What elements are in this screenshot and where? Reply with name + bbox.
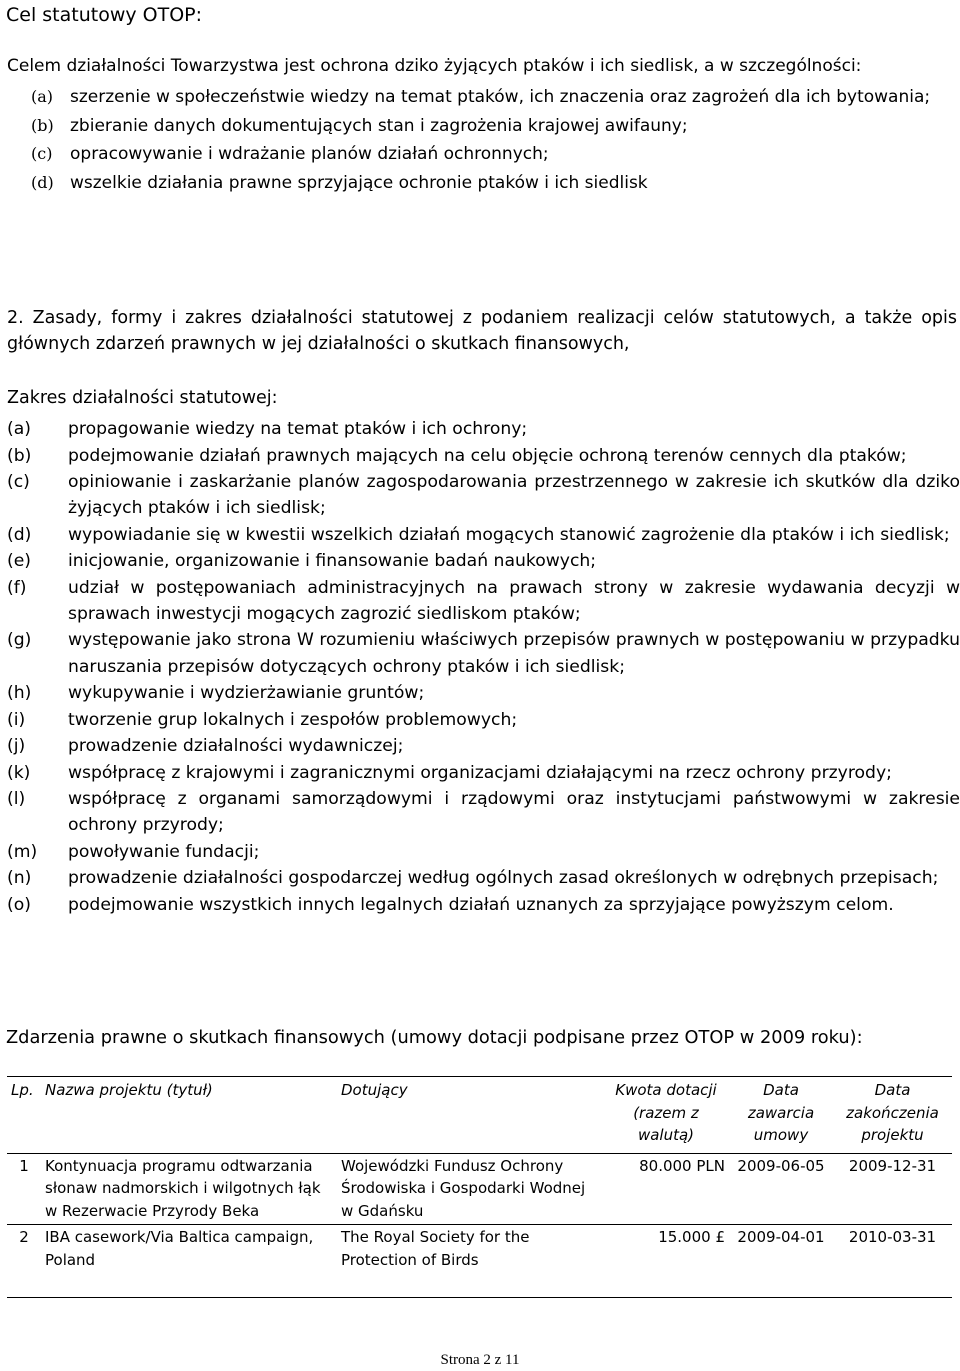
list-item-text: opracowywanie i wdrażanie planów działań ochronnych; bbox=[70, 144, 549, 164]
scope-heading: Zakres działalności statutowej: bbox=[7, 388, 278, 408]
list-item-text: współpracę z organami samorządowymi i rządowymi oraz instytucjami państwowymi w zakresie ochrony przyrody; bbox=[68, 789, 960, 836]
list-marker: (e) bbox=[7, 551, 31, 572]
list-item bbox=[7, 760, 960, 786]
page-footer: Strona 2 z 11 bbox=[440, 1352, 520, 1368]
list-item-text: podejmowanie działań prawnych mających na celu objęcie ochroną terenów cennych dla ptaków; bbox=[68, 445, 907, 466]
list-item-text: występowanie jako strona W rozumieniu właściwych przepisów prawnych w postępowaniu w przypadku naruszania przepisów dotyczących ochrony ptaków i ich siedlisk; bbox=[68, 630, 960, 677]
cell-project-name: Kontynuacja programu odtwarzania słonaw nadmorskich i wilgotnych łąk w Rezerwacie Przyrody Beka bbox=[45, 1156, 321, 1220]
list-item bbox=[7, 627, 960, 679]
list-marker: (m) bbox=[7, 841, 38, 862]
list-item bbox=[7, 416, 960, 442]
list-item bbox=[31, 113, 960, 140]
grants-table bbox=[7, 1076, 952, 1298]
list-item bbox=[7, 839, 960, 865]
list-item bbox=[31, 141, 960, 168]
table-header-row bbox=[7, 1077, 952, 1154]
list-item-text: szerzenie w społeczeństwie wiedzy na temat ptaków, ich znaczenia oraz zagrożeń dla ich bytowania; bbox=[70, 87, 931, 107]
list-marker: (d) bbox=[7, 524, 32, 545]
list-marker: (h) bbox=[7, 683, 32, 704]
list-item-text: opiniowanie i zaskarżanie planów zagospodarowania przestrzennego w zakresie ich skutków dla dziko żyjących ptaków i ich siedlisk; bbox=[68, 472, 960, 519]
list-item bbox=[7, 865, 960, 891]
list-marker: (j) bbox=[7, 736, 26, 757]
list-item-text: propagowanie wiedzy na temat ptaków i ich ochrony; bbox=[68, 419, 528, 439]
list-item-text: wypowiadanie się w kwestii wszelkich działań mogących stanowić zagrożenie dla ptaków i ich siedlisk; bbox=[68, 524, 950, 545]
list-item bbox=[7, 892, 960, 918]
list-item bbox=[7, 707, 960, 733]
list-item bbox=[7, 548, 960, 574]
list-item-text: podejmowanie wszystkich innych legalnych działań uznanych za sprzyjające powyższym celom. bbox=[68, 894, 894, 915]
list-item bbox=[7, 522, 960, 548]
cell-lp: 2 bbox=[19, 1228, 29, 1246]
cell-end-date: 2009-12-31 bbox=[848, 1156, 937, 1175]
list-item-text: współpracę z krajowymi i zagranicznymi organizacjami działającymi na rzecz ochrony przyrody; bbox=[68, 762, 892, 783]
goals-list bbox=[31, 84, 960, 198]
list-marker: (b) bbox=[7, 445, 32, 466]
list-item-text: zbieranie danych dokumentujących stan i zagrożenia krajowej awifauny; bbox=[70, 115, 688, 136]
cell-funder: Wojewódzki Fundusz Ochrony Środowiska i Gospodarki Wodnej w Gdańsku bbox=[341, 1156, 586, 1220]
header-amount: Kwota dotacji (razem z walutą) bbox=[615, 1081, 717, 1144]
list-marker: (n) bbox=[7, 868, 32, 889]
list-item bbox=[7, 680, 960, 706]
table-row bbox=[7, 1225, 952, 1298]
header-signed-date: Data zawarcia umowy bbox=[747, 1081, 815, 1144]
list-marker: (a) bbox=[7, 419, 31, 439]
header-funder: Dotujący bbox=[341, 1081, 408, 1099]
list-marker: (c) bbox=[7, 472, 30, 492]
list-item bbox=[7, 733, 960, 759]
list-item-text: prowadzenie działalności wydawniczej; bbox=[68, 736, 404, 757]
events-heading: Zdarzenia prawne o skutkach finansowych (umowy dotacji podpisane przez OTOP w 2009 roku): bbox=[6, 1027, 863, 1048]
header-end-date: Data zakończenia projektu bbox=[846, 1081, 939, 1144]
list-item-text: udział w postępowaniach administracyjnych na prawach strony w zakresie wydawania decyzji w sprawach inwestycji mogących zagrozić siedliskom ptaków; bbox=[68, 577, 960, 624]
list-item bbox=[31, 84, 960, 111]
header-project-name: Nazwa projektu (tytuł) bbox=[45, 1081, 213, 1099]
cell-amount: 80.000 PLN bbox=[639, 1156, 725, 1175]
intro-paragraph: Celem działalności Towarzystwa jest ochrona dziko żyjących ptaków i ich siedlisk, a w szczególności: bbox=[7, 56, 862, 76]
list-item bbox=[31, 170, 960, 197]
list-marker: (a) bbox=[31, 87, 54, 106]
section-2-heading: 2. Zasady, formy i zakres działalności statutowej z podaniem realizacji celów statutowych, a także opis głównych zdarzeń prawnych w jej działalności o skutkach finansowych, bbox=[7, 308, 957, 354]
list-marker: (f) bbox=[7, 577, 27, 598]
list-item-text: powoływanie fundacji; bbox=[68, 841, 260, 862]
scope-list bbox=[7, 416, 960, 918]
cell-signed-date: 2009-06-05 bbox=[737, 1156, 825, 1175]
list-marker: (o) bbox=[7, 894, 31, 915]
list-marker: (g) bbox=[7, 630, 32, 651]
list-marker: (l) bbox=[7, 789, 26, 810]
list-item-text: prowadzenie działalności gospodarczej według ogólnych zasad określonych w odrębnych przepisach; bbox=[68, 868, 939, 889]
list-marker: (i) bbox=[7, 709, 26, 730]
list-item bbox=[7, 443, 960, 469]
cell-lp: 1 bbox=[19, 1156, 29, 1175]
list-item-text: tworzenie grup lokalnych i zespołów problemowych; bbox=[68, 709, 518, 730]
list-item bbox=[7, 575, 960, 627]
list-marker: (d) bbox=[31, 172, 54, 192]
list-item-text: wykupywanie i wydzierżawianie gruntów; bbox=[68, 683, 425, 704]
goal-heading: Cel statutowy OTOP: bbox=[6, 4, 203, 26]
list-item-text: inicjowanie, organizowanie i finansowanie badań naukowych; bbox=[68, 551, 597, 572]
list-item bbox=[7, 786, 960, 838]
header-lp: Lp. bbox=[11, 1081, 34, 1099]
cell-signed-date: 2009-04-01 bbox=[737, 1228, 825, 1246]
list-marker: (b) bbox=[31, 115, 54, 135]
list-item-text: wszelkie działania prawne sprzyjające ochronie ptaków i ich siedlisk bbox=[70, 172, 648, 193]
cell-end-date: 2010-03-31 bbox=[848, 1228, 937, 1246]
list-marker: (k) bbox=[7, 762, 31, 783]
list-item bbox=[7, 469, 960, 521]
table-row bbox=[7, 1153, 952, 1225]
cell-amount: 15.000 £ bbox=[658, 1228, 725, 1246]
list-marker: (c) bbox=[31, 144, 53, 163]
cell-project-name: IBA casework/Via Baltica campaign, Poland bbox=[45, 1228, 314, 1269]
cell-funder: The Royal Society for the Protection of Birds bbox=[341, 1228, 530, 1269]
